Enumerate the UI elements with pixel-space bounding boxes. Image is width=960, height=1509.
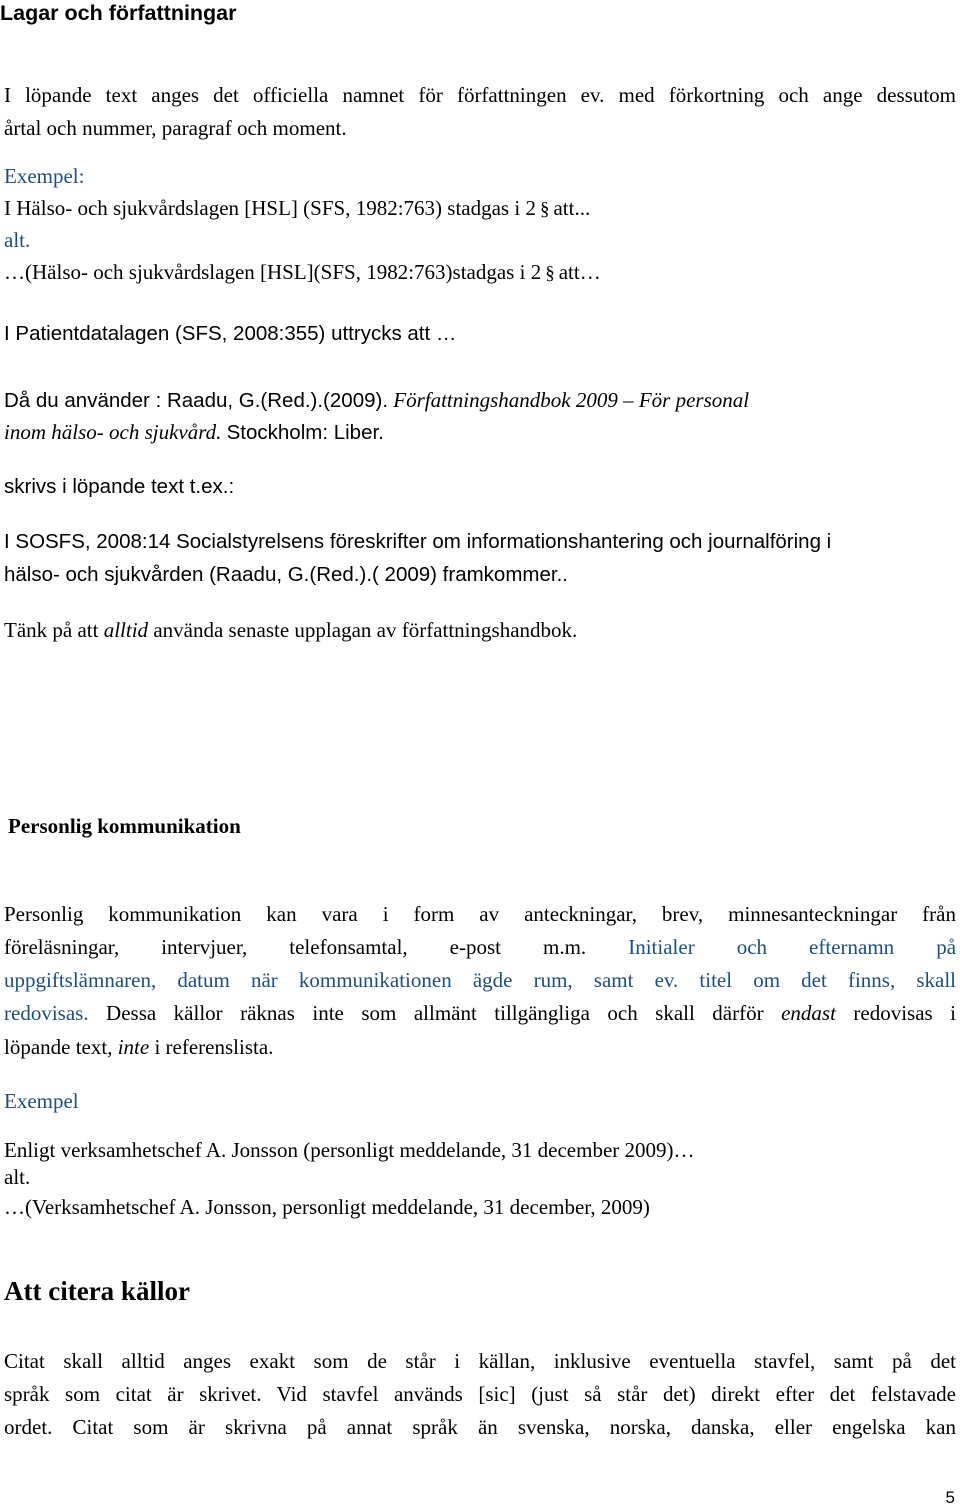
- paragraph-line: I löpande text anges det officiella namnet för författningen ev. med förkortning och ange dessutom: [4, 83, 956, 107]
- paragraph-line: föreläsningar, intervjuer, telefonsamtal, e-post m.m. Initialer och efternamn på: [4, 935, 957, 959]
- example-line: I Hälso- och sjukvårdslagen [HSL] (SFS, 1982:763) stadgas i 2 § att...: [4, 195, 590, 223]
- alt-label: alt.: [4, 228, 31, 252]
- paragraph-line: språk som citat är skrivet. Vid stavfel används [sic] (just så står det) direkt efter det felstavade: [4, 1382, 956, 1406]
- heading-citera: Att citera källor: [4, 1276, 190, 1306]
- paragraph-line: Tänk på att alltid använda senaste upplagan av författningshandbok.: [4, 618, 578, 642]
- paragraph-line: uppgiftslämnaren, datum när kommunikationen ägde rum, samt ev. titel om det finns, skall: [4, 968, 956, 992]
- heading-lagar: Lagar och författningar: [0, 1, 237, 25]
- paragraph-line: hälso- och sjukvården (Raadu, G.(Red.).( 2009) framkommer..: [4, 563, 568, 586]
- paragraph-line: redovisas. Dessa källor räknas inte som allmänt tillgängliga och skall därför endast redovisas i: [4, 1001, 956, 1025]
- paragraph-line: skrivs i löpande text t.ex.:: [4, 475, 235, 498]
- example-line: Enligt verksamhetschef A. Jonsson (personligt meddelande, 31 december 2009)…: [4, 1138, 695, 1162]
- paragraph-line: I SOSFS, 2008:14 Socialstyrelsens föreskrifter om informationshantering och journalföring i: [4, 530, 832, 553]
- paragraph-line: löpande text, inte i referenslista.: [4, 1035, 274, 1059]
- section-sign: §: [545, 263, 555, 284]
- example-line: …(Hälso- och sjukvårdslagen [HSL](SFS, 1982:763)stadgas i 2 § att…: [4, 259, 601, 287]
- example-label: Exempel: [4, 1089, 79, 1113]
- citation-line: inom hälso- och sjukvård. Stockholm: Liber.: [4, 420, 384, 444]
- paragraph-line: ordet. Citat som är skrivna på annat språk än svenska, norska, danska, eller engelska kan: [4, 1415, 956, 1439]
- example-line: …(Verksamhetschef A. Jonsson, personligt meddelande, 31 december, 2009): [4, 1195, 650, 1219]
- section-sign: §: [539, 199, 550, 220]
- example-line: I Patientdatalagen (SFS, 2008:355) uttrycks att …: [4, 322, 457, 345]
- citation-line: Då du använder : Raadu, G.(Red.).(2009). Författningshandbok 2009 – För personal: [4, 388, 750, 412]
- heading-personlig: Personlig kommunikation: [8, 814, 241, 838]
- paragraph-line: Personlig kommunikation kan vara i form av anteckningar, brev, minnesanteckningar från: [4, 902, 956, 926]
- alt-label: alt.: [4, 1165, 31, 1189]
- example-label: Exempel:: [4, 164, 85, 188]
- page-number: 5: [945, 1488, 955, 1507]
- paragraph-line: årtal och nummer, paragraf och moment.: [4, 116, 347, 140]
- paragraph-line: Citat skall alltid anges exakt som de står i källan, inklusive eventuella stavfel, samt på det: [4, 1349, 956, 1373]
